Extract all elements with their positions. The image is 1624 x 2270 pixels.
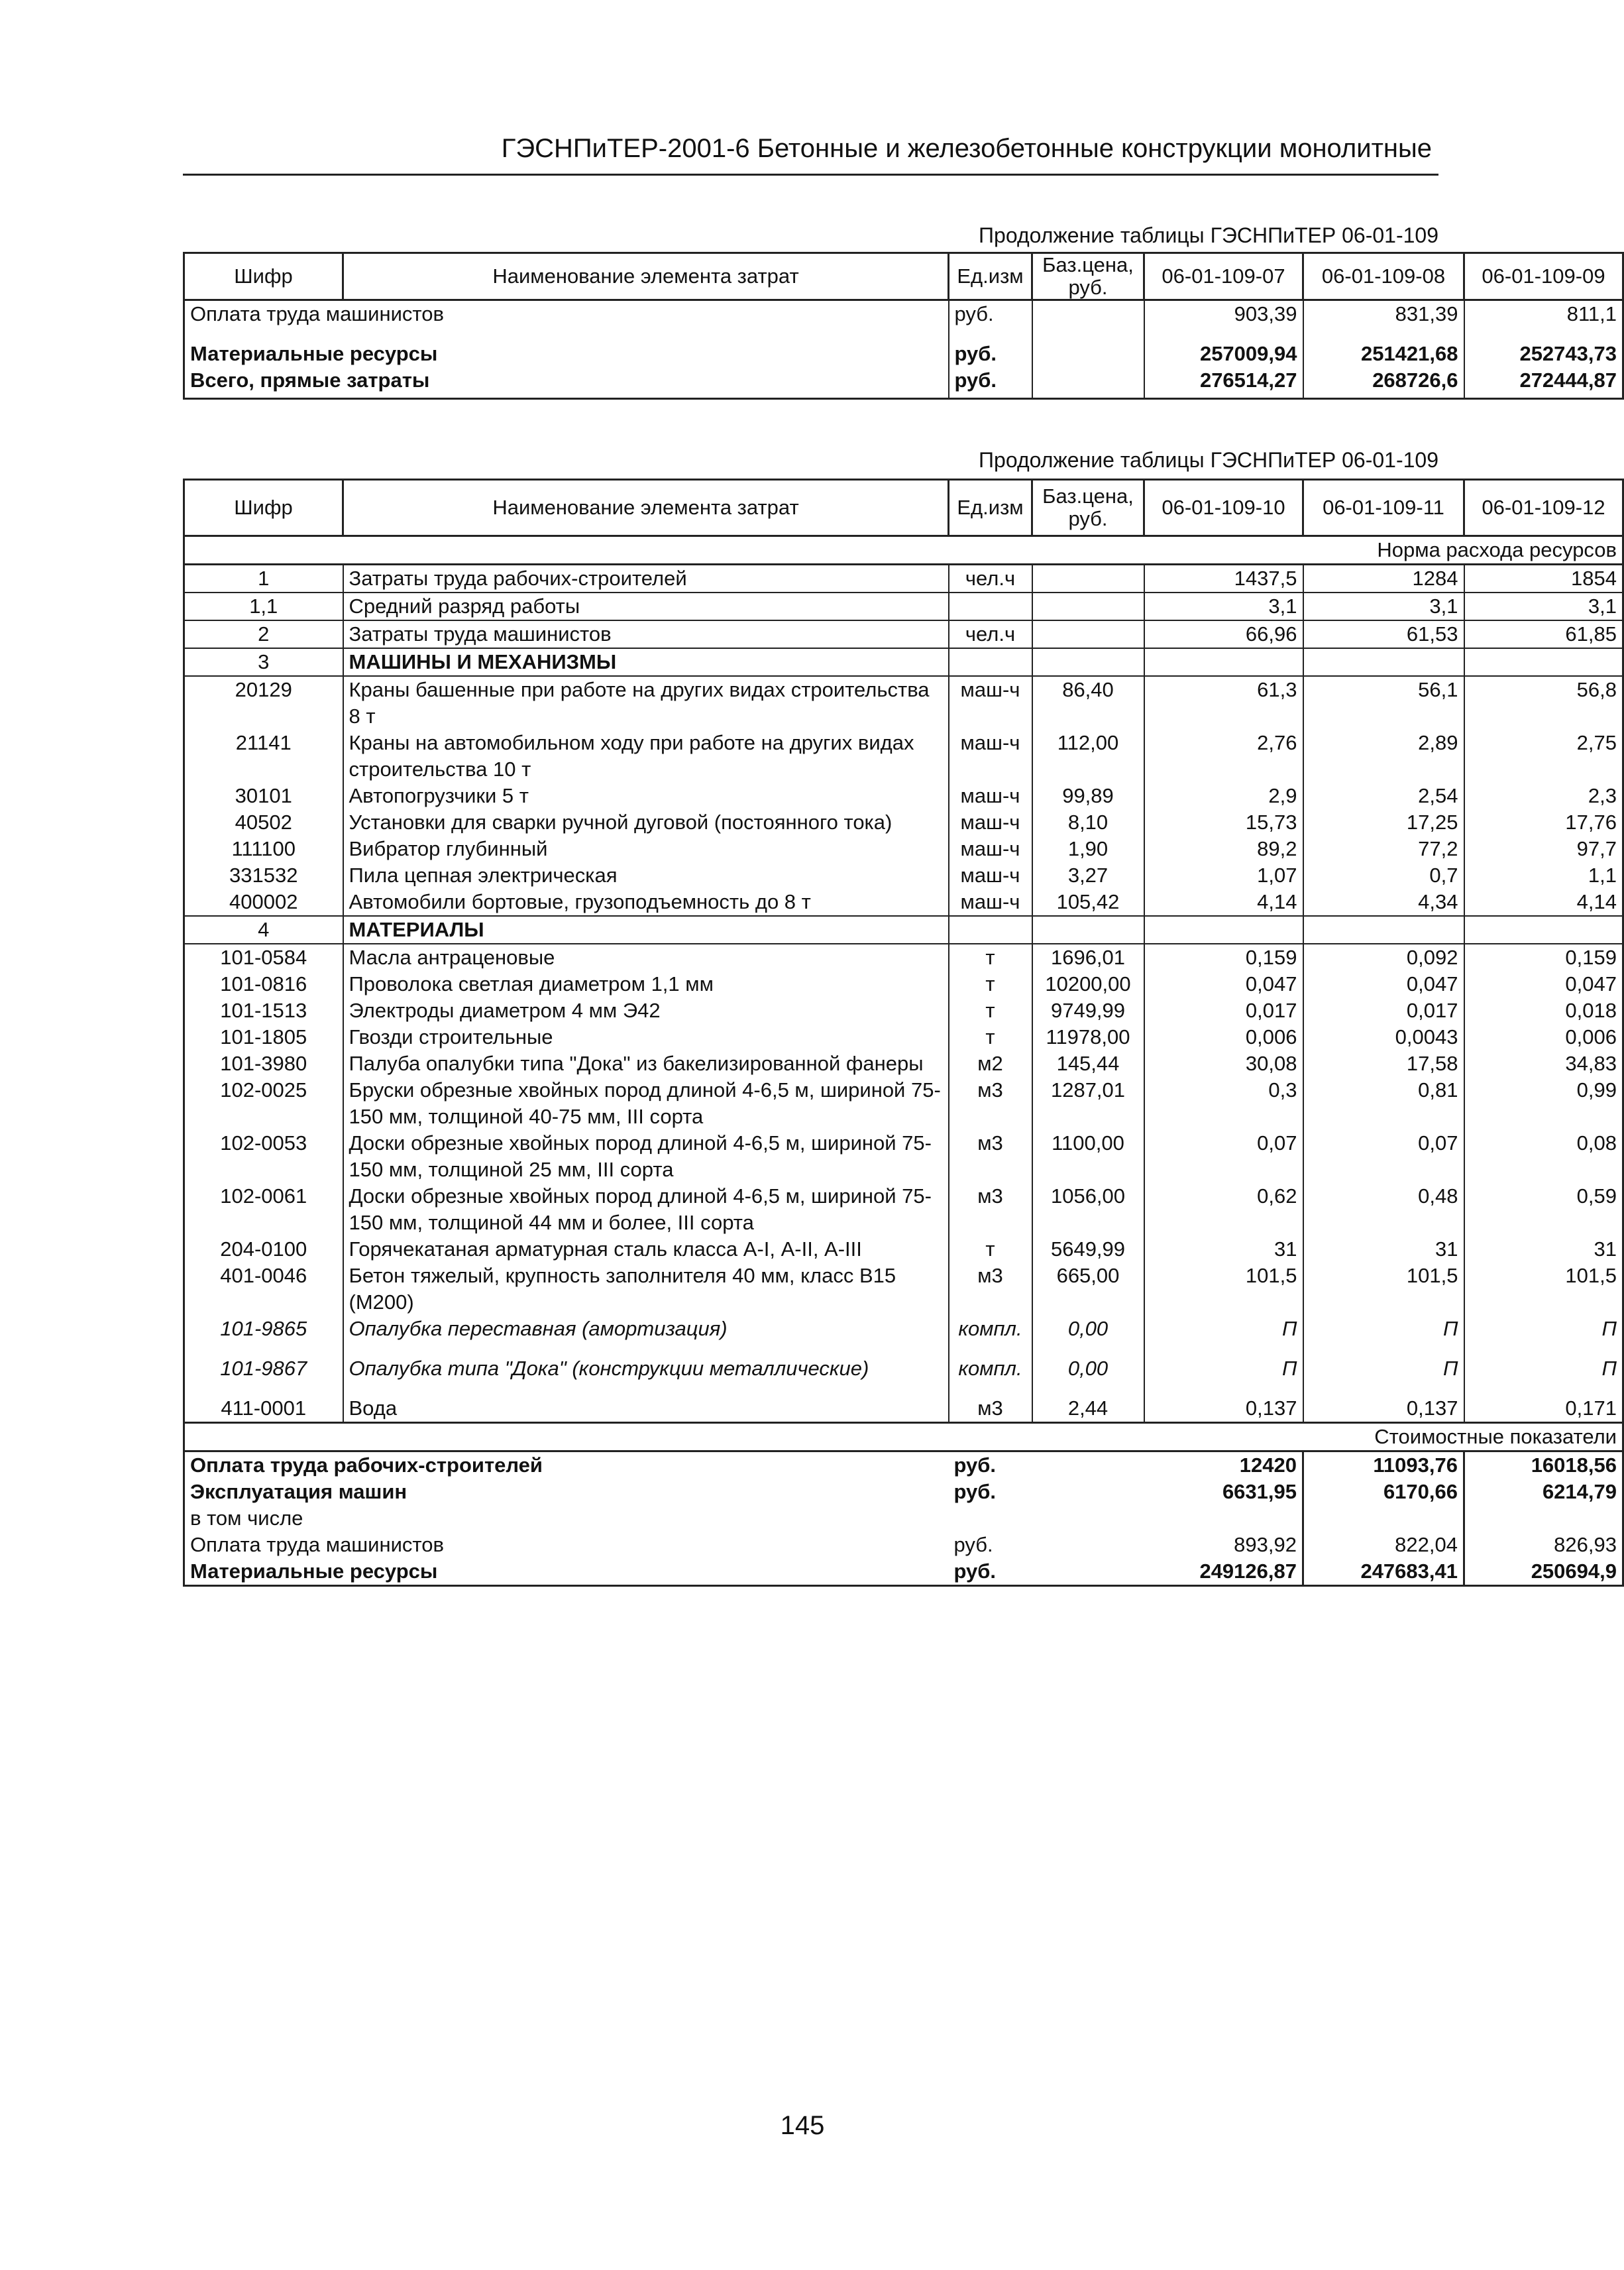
row-value: 0,047 [1303,971,1464,997]
table-row [184,730,1623,783]
summary-value [1303,1505,1464,1532]
summary-value: 6631,95 [1144,1479,1303,1505]
row-value: 0,62 [1144,1183,1303,1236]
row-value: 30,08 [1144,1050,1303,1077]
row-code: 411-0001 [221,1396,307,1420]
row-value [1303,648,1464,676]
row-value: 903,39 [1144,300,1303,328]
row-value: 831,39 [1303,300,1464,328]
row-value: 1284 [1303,565,1464,593]
summary-value: 6214,79 [1464,1479,1623,1505]
summary-value: 250694,9 [1464,1558,1623,1586]
page-number: 145 [780,2111,825,2140]
row-price: 1100,00 [1032,1130,1144,1183]
table-row [184,916,1623,944]
row-price: 105,42 [1032,889,1144,916]
row-code: 101-0816 [220,972,307,995]
table2-header-cell: Ед.изм [949,480,1032,536]
row-value: 17,25 [1303,809,1464,836]
row-value: 31 [1303,1236,1464,1263]
row-code: 20129 [184,676,343,730]
row-unit: маш-ч [949,889,1032,916]
row-unit: руб. [949,327,1032,367]
row-name: Опалубка переставная (амортизация) [343,1316,949,1355]
table-row [184,1395,1623,1423]
table-row [184,1236,1623,1263]
row-value: 0,99 [1464,1077,1623,1130]
summary-unit: руб. [953,1453,997,1477]
row-name: Пила цепная электрическая [343,862,949,889]
row-value: 0,0043 [1303,1024,1464,1050]
summary-name: Оплата труда машинистов [190,1533,444,1556]
row-name: Бетон тяжелый, крупность заполнителя 40 мм, класс В15 (М200) [343,1263,949,1316]
row-value [1144,648,1303,676]
row-code: 101-0584 [184,944,343,971]
table1-header-cell: Баз.цена, руб. [1032,253,1144,300]
row-value: 61,53 [1303,620,1464,648]
table-row [184,1077,1623,1130]
row-value: 272444,87 [1464,367,1623,399]
row-code: 21141 [235,731,292,754]
row-value: 0,159 [1464,944,1623,971]
row-value: 34,83 [1464,1050,1623,1077]
row-value: 66,96 [1144,620,1303,648]
row-price [1032,593,1144,620]
row-code: 331532 [229,864,298,887]
row-name: Затраты труда рабочих-строителей [343,565,949,593]
row-value: П [1303,1355,1464,1395]
table2-caption: Продолжение таблицы ГЭСНПиТЕР 06-01-109 [979,448,1438,472]
row-value: 0,006 [1464,1024,1623,1050]
row-value: 0,018 [1464,997,1623,1024]
row-price [1032,648,1144,676]
table2-header-row [184,480,1623,536]
row-price [1032,916,1144,944]
row-unit: м3 [949,1130,1032,1183]
table1-header-cell: Наименование элемента затрат [343,253,949,300]
row-value: 101,5 [1464,1263,1623,1316]
row-name: Вибратор глубинный [343,836,949,862]
row-unit: компл. [949,1355,1032,1395]
row-value: 0,07 [1144,1130,1303,1183]
row-value: 56,8 [1464,676,1623,730]
row-price: 99,89 [1032,783,1144,809]
row-price: 86,40 [1032,676,1144,730]
row-value: 0,159 [1144,944,1303,971]
row-unit: м2 [949,1050,1032,1077]
row-code: 401-0046 [220,1264,307,1287]
table1-header-cell: Ед.изм [949,253,1032,300]
table-row [184,620,1623,648]
row-name: Вода [343,1395,949,1423]
row-name: Средний разряд работы [343,593,949,620]
row-code: 4 [184,916,343,944]
row-value: 56,1 [1303,676,1464,730]
row-price: 3,27 [1032,862,1144,889]
row-name: Всего, прямые затраты [190,369,430,392]
table2-header-cell: 06-01-109-10 [1144,480,1303,536]
row-value: 2,76 [1144,730,1303,783]
table-row [184,565,1623,593]
row-unit: маш-ч [949,783,1032,809]
row-price: 9749,99 [1032,997,1144,1024]
row-value: 61,85 [1464,620,1623,648]
row-value: 15,73 [1144,809,1303,836]
table-row [184,648,1623,676]
row-price: 2,44 [1032,1395,1144,1423]
row-value: 2,3 [1464,783,1623,809]
row-value: 97,7 [1464,836,1623,862]
row-value: 276514,27 [1144,367,1303,399]
row-value: 101,5 [1144,1263,1303,1316]
row-price [1032,620,1144,648]
summary-name: в том числе [190,1506,303,1530]
table2 [183,479,1624,1587]
row-price: 1056,00 [1032,1183,1144,1236]
summary-value: 16018,56 [1464,1451,1623,1479]
row-value: 268726,6 [1303,367,1464,399]
row-unit: чел.ч [949,620,1032,648]
table-row [184,783,1623,809]
row-name: Установки для сварки ручной дуговой (постоянного тока) [343,809,949,836]
row-value: 2,9 [1144,783,1303,809]
row-code: 102-0061 [220,1184,307,1208]
row-value: 3,1 [1144,593,1303,620]
row-name: Проволока светлая диаметром 1,1 мм [343,971,949,997]
row-unit: чел.ч [949,565,1032,593]
row-value: 0,171 [1464,1395,1623,1423]
table1-row [184,367,1623,399]
band-norm: Норма расхода ресурсов [184,536,1623,565]
row-value: 0,59 [1464,1183,1623,1236]
table2-header-cell: Баз.цена, руб. [1032,480,1144,536]
row-name: Масла антраценовые [343,944,949,971]
row-price: 1287,01 [1032,1077,1144,1130]
row-price [1032,565,1144,593]
table2-header-cell: 06-01-109-11 [1303,480,1464,536]
summary-empty [1032,1479,1144,1505]
table-row [184,593,1623,620]
row-unit: т [949,1024,1032,1050]
row-price: 8,10 [1032,809,1144,836]
row-unit [949,648,1032,676]
table-row [184,944,1623,971]
row-value: 0,047 [1464,971,1623,997]
row-value: 1437,5 [1144,565,1303,593]
row-price: 1,90 [1032,836,1144,862]
row-unit: маш-ч [949,836,1032,862]
row-value [1464,916,1623,944]
row-value: 0,017 [1144,997,1303,1024]
table-row [184,836,1623,862]
row-code: 111100 [231,837,296,860]
row-unit: руб. [949,300,1032,328]
summary-empty [1032,1558,1144,1586]
row-unit [949,593,1032,620]
row-value: 1,07 [1144,862,1303,889]
summary-value: 11093,76 [1303,1451,1464,1479]
summary-value [1464,1505,1623,1532]
row-code: 2 [184,620,343,648]
row-name: Автопогрузчики 5 т [343,783,949,809]
table2-header-cell: 06-01-109-12 [1464,480,1623,536]
row-value: 4,14 [1464,889,1623,916]
summary-empty [1032,1451,1144,1479]
row-value: 0,006 [1144,1024,1303,1050]
row-unit: м3 [949,1395,1032,1423]
row-code: 101-1805 [220,1025,307,1049]
row-name: Гвозди строительные [343,1024,949,1050]
summary-row [184,1505,1623,1532]
summary-name: Материальные ресурсы [190,1560,438,1583]
table2-summary [184,1451,1623,1586]
row-price: 1696,01 [1032,944,1144,971]
row-value: 0,092 [1303,944,1464,971]
row-value: 0,48 [1303,1183,1464,1236]
row-name: Оплата труда машинистов [190,302,444,325]
row-value: 31 [1464,1236,1623,1263]
row-unit: т [949,944,1032,971]
row-value: П [1464,1355,1623,1395]
table-row [184,1355,1623,1395]
row-code: 204-0100 [220,1237,307,1261]
row-value: 1854 [1464,565,1623,593]
row-code: 30101 [235,784,292,807]
summary-value: 822,04 [1303,1532,1464,1558]
row-value: 3,1 [1303,593,1464,620]
row-unit: маш-ч [949,730,1032,783]
row-value: 1,1 [1464,862,1623,889]
row-price: 112,00 [1032,730,1144,783]
row-value: П [1144,1316,1303,1355]
row-value: 0,7 [1303,862,1464,889]
row-name: Краны башенные при работе на других видах строительства 8 т [343,676,949,730]
row-code: 400002 [229,890,298,913]
row-unit: маш-ч [949,809,1032,836]
row-value: П [1144,1355,1303,1395]
row-value: 0,07 [1303,1130,1464,1183]
row-value: 61,3 [1144,676,1303,730]
row-value: 3,1 [1464,593,1623,620]
table-row [184,1024,1623,1050]
row-value: П [1464,1316,1623,1355]
table1-row [184,327,1623,367]
table-row [184,862,1623,889]
row-unit: м3 [949,1263,1032,1316]
row-value: 0,08 [1464,1130,1623,1183]
row-price: 11978,00 [1032,1024,1144,1050]
row-value: 0,3 [1144,1077,1303,1130]
row-price: 665,00 [1032,1263,1144,1316]
summary-value: 826,93 [1464,1532,1623,1558]
table-row [184,971,1623,997]
row-value: 0,047 [1144,971,1303,997]
row-value: 4,34 [1303,889,1464,916]
row-name: Автомобили бортовые, грузоподъемность до 8 т [343,889,949,916]
row-name: Краны на автомобильном ходу при работе на других видах строительства 10 т [343,730,949,783]
band-cost: Стоимостные показатели [184,1423,1623,1451]
row-unit: компл. [949,1316,1032,1355]
row-value: 2,54 [1303,783,1464,809]
row-unit: т [949,971,1032,997]
table2-header-cell: Наименование элемента затрат [343,480,949,536]
table-row [184,889,1623,916]
row-name: Материальные ресурсы [190,342,438,365]
row-code: 40502 [235,811,292,834]
summary-row [184,1451,1623,1479]
page-header [183,134,1438,176]
summary-value: 12420 [1144,1451,1303,1479]
table2-header-cell: Шифр [184,480,343,536]
row-value: 0,017 [1303,997,1464,1024]
row-value: 31 [1144,1236,1303,1263]
row-code: 102-0025 [220,1078,307,1102]
row-price: 5649,99 [1032,1236,1144,1263]
row-price: 0,00 [1032,1316,1144,1355]
row-value: 0,137 [1303,1395,1464,1423]
summary-value: 893,92 [1144,1532,1303,1558]
row-name: Доски обрезные хвойных пород длиной 4-6,5 м, шириной 75-150 мм, толщиной 25 мм, III сорта [343,1130,949,1183]
band-row [184,1423,1623,1451]
row-value: 77,2 [1303,836,1464,862]
row-code: 101-9867 [220,1357,307,1380]
row-unit: маш-ч [949,676,1032,730]
summary-value: 249126,87 [1144,1558,1303,1586]
row-code: 101-3980 [220,1052,307,1075]
row-unit: маш-ч [949,862,1032,889]
row-value: 17,58 [1303,1050,1464,1077]
row-value: 257009,94 [1144,327,1303,367]
table-row [184,1183,1623,1236]
row-value: П [1303,1316,1464,1355]
row-unit: т [949,997,1032,1024]
row-code: 101-1513 [220,999,307,1022]
table1 [183,252,1624,400]
row-value: 2,75 [1464,730,1623,783]
row-unit: м3 [949,1183,1032,1236]
row-value: 101,5 [1303,1263,1464,1316]
summary-row [184,1558,1623,1586]
row-unit: т [949,1236,1032,1263]
row-price: 0,00 [1032,1355,1144,1395]
row-value [1303,916,1464,944]
row-unit [949,916,1032,944]
row-name: Бруски обрезные хвойных пород длиной 4-6,5 м, шириной 75-150 мм, толщиной 40-75 мм, III сорта [343,1077,949,1130]
row-name: Электроды диаметром 4 мм Э42 [343,997,949,1024]
summary-unit: руб. [953,1533,993,1556]
table1-header-cell: Шифр [184,253,343,300]
row-name: Затраты труда машинистов [343,620,949,648]
row-value: 89,2 [1144,836,1303,862]
summary-name: Оплата труда рабочих-строителей [190,1453,543,1477]
table-row [184,1316,1623,1355]
row-value: 251421,68 [1303,327,1464,367]
table1-row [184,300,1623,328]
table1-caption: Продолжение таблицы ГЭСНПиТЕР 06-01-109 [979,223,1438,247]
page-header-title: ГЭСНПиТЕР-2001-6 Бетонные и железобетонные конструкции монолитные [501,134,1432,163]
summary-name: Эксплуатация машин [190,1480,407,1503]
row-unit: м3 [949,1077,1032,1130]
row-value: 2,89 [1303,730,1464,783]
row-code: 101-9865 [220,1317,307,1340]
row-value: 252743,73 [1464,327,1623,367]
table-row [184,997,1623,1024]
table1-header-cell: 06-01-109-09 [1464,253,1623,300]
row-value [1144,916,1303,944]
row-unit: руб. [949,367,1032,399]
row-price: 145,44 [1032,1050,1144,1077]
summary-unit [949,1505,1032,1532]
row-name: Доски обрезные хвойных пород длиной 4-6,5 м, шириной 75-150 мм, толщиной 44 мм и более, III сорта [343,1183,949,1236]
row-value [1464,648,1623,676]
row-name: МАШИНЫ И МЕХАНИЗМЫ [343,648,949,676]
table1-header-row [184,253,1623,300]
summary-unit: руб. [953,1560,997,1583]
row-value: 17,76 [1464,809,1623,836]
summary-value: 247683,41 [1303,1558,1464,1586]
summary-unit: руб. [953,1480,997,1503]
row-value: 0,137 [1144,1395,1303,1423]
row-name: Палуба опалубки типа "Дока" из бакелизированной фанеры [343,1050,949,1077]
summary-value: 6170,66 [1303,1479,1464,1505]
band-row [184,536,1623,565]
table2-body [184,565,1623,1423]
row-name: Опалубка типа "Дока" (конструкции металлические) [343,1355,949,1395]
summary-row [184,1532,1623,1558]
row-value: 4,14 [1144,889,1303,916]
table-row [184,676,1623,730]
row-code: 1,1 [184,593,343,620]
summary-value [1144,1505,1303,1532]
row-code: 1 [184,565,343,593]
row-code: 3 [184,648,343,676]
summary-row [184,1479,1623,1505]
row-value: 0,81 [1303,1077,1464,1130]
row-code: 102-0053 [220,1131,307,1155]
row-value: 811,1 [1464,300,1623,328]
summary-empty [1032,1532,1144,1558]
summary-empty [1032,1505,1144,1532]
row-name: МАТЕРИАЛЫ [343,916,949,944]
table1-header-cell: 06-01-109-08 [1303,253,1464,300]
table-row [184,809,1623,836]
table1-header-cell: 06-01-109-07 [1144,253,1303,300]
table-row [184,1263,1623,1316]
table-row [184,1130,1623,1183]
row-price: 10200,00 [1032,971,1144,997]
row-name: Горячекатаная арматурная сталь класса А-I, А-II, А-III [343,1236,949,1263]
table-row [184,1050,1623,1077]
